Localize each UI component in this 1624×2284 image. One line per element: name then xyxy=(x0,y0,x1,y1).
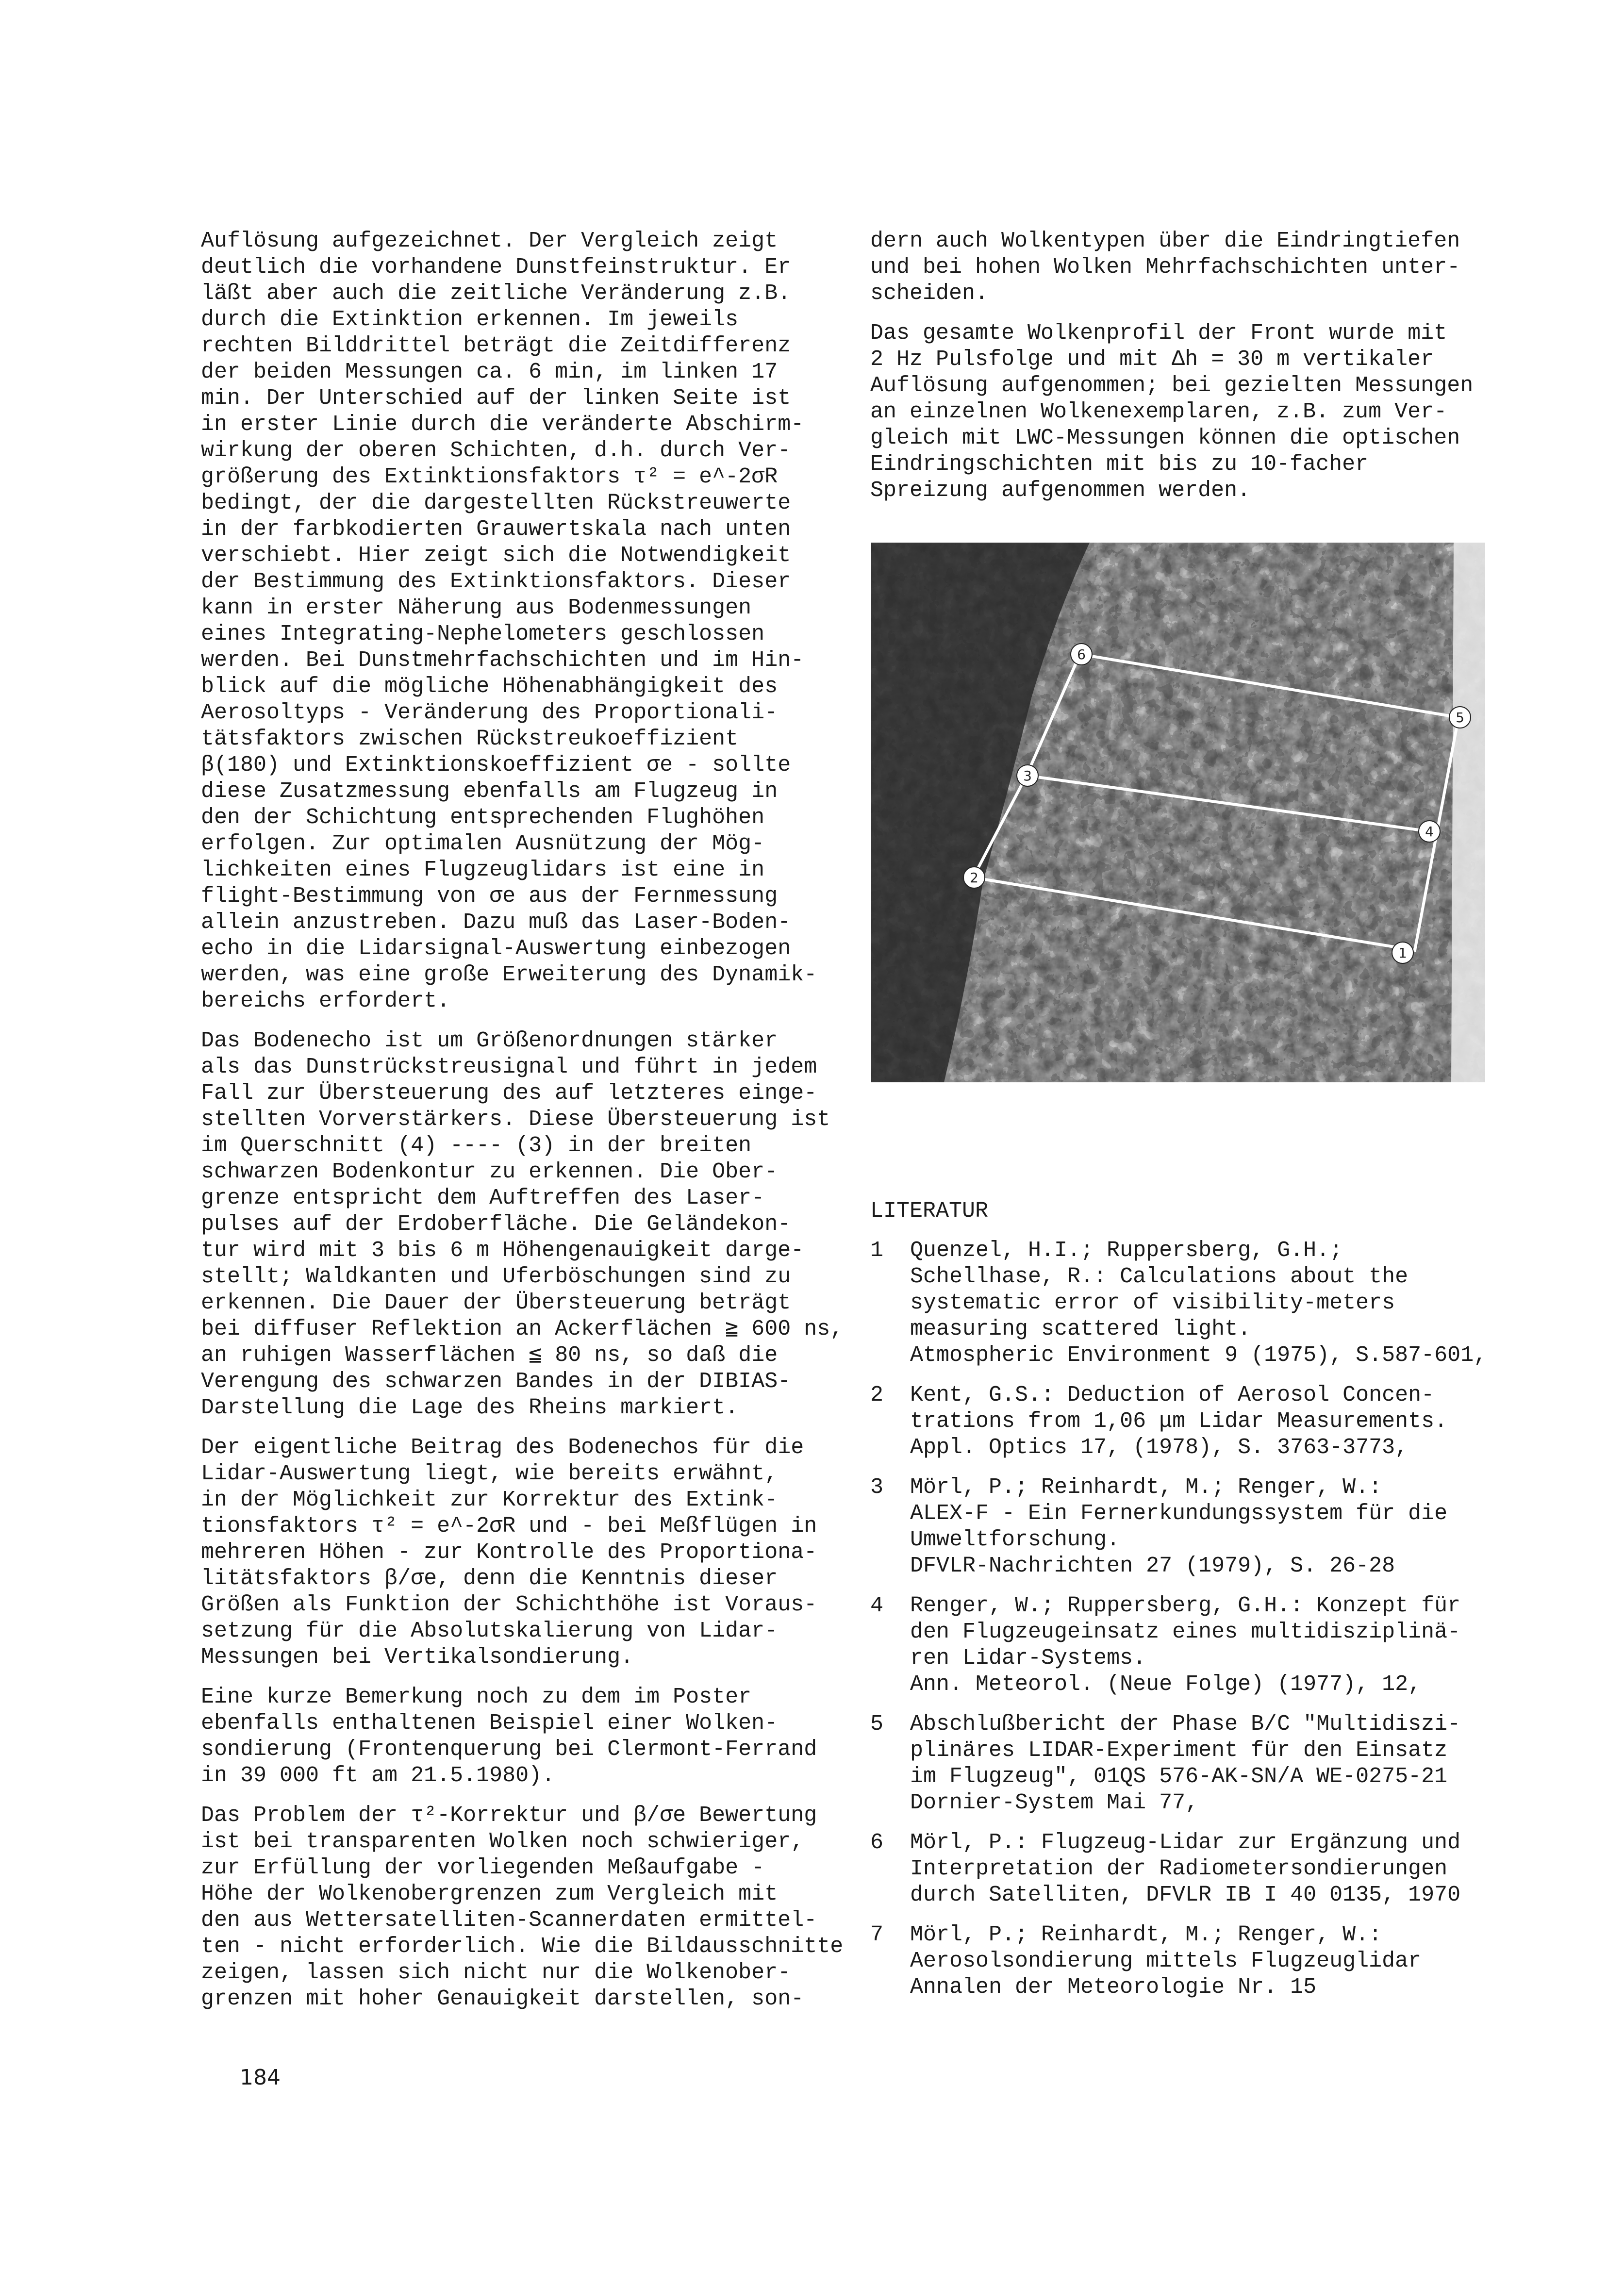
reference-number: 5 xyxy=(870,1712,884,1737)
reference-item xyxy=(870,1474,1501,1579)
reference-item xyxy=(870,1382,1501,1461)
reference-number: 7 xyxy=(870,1922,884,1947)
lidar-image-graphic xyxy=(871,543,1485,1082)
literature-heading: LITERATUR xyxy=(870,1199,989,1224)
paragraph: Das Bodenecho ist um Größenordnungen stärker als das Dunstrückstreusignal und führt in jedem Fall zur Übersteuerung des auf letzteres einge- stellten Vorverstärkers. Diese Übersteuerung ist im Querschnitt (4) ---- (3) in der breiten schwarzen Bodenkontur zu erkennen. Die Ober- grenze entspricht dem Auftreffen des Laser- pulses auf der Erdoberfläche. Die Geländekon- tur wird mit 3 bis 6 m Höhengenauigkeit darge- stellt; Waldkanten und Uferböschungen sind zu erkennen. Die Dauer der Übersteuerung beträgt bei diffuser Reflektion an Ackerflächen ≧ 600 ns, an ruhigen Wasserflächen ≦ 80 ns, so daß die Verengung des schwarzen Bandes in der DIBIAS- Darstellung die Lage des Rheins markiert. xyxy=(201,1028,844,1420)
paragraph: dern auch Wolkentypen über die Eindringtiefen und bei hohen Wolken Mehrfachschichten unter- scheiden. xyxy=(870,229,1460,306)
reference-item xyxy=(870,1711,1501,1816)
reference-number: 3 xyxy=(870,1475,884,1500)
marker-label: 5 xyxy=(1456,710,1464,726)
reference-text: Mörl, P.; Reinhardt, M.; Renger, W.: Aerosolsondierung mittels Flugzeuglidar Annalen der Meteorologie Nr. 15 xyxy=(910,1922,1422,2000)
reference-item xyxy=(870,1593,1501,1698)
paragraph: Eine kurze Bemerkung noch zu dem im Poster ebenfalls enthaltenen Beispiel einer Wolken- sondierung (Frontenquerung bei Clermont-Ferrand in 39 000 ft am 21.5.1980). xyxy=(201,1685,817,1788)
marker-label: 2 xyxy=(970,870,978,886)
right-column xyxy=(870,228,1496,517)
paragraph: Auflösung aufgezeichnet. Der Vergleich zeigt deutlich die vorhandene Dunstfeinstruktur. Er läßt aber auch die zeitliche Veränderung z.B. durch die Extinktion erkennen. Im jeweils rechten Bilddrittel beträgt die Zeitdifferenz der beiden Messungen ca. 6 min, im linken 17 min. Der Unterschied auf der linken Seite ist in erster Linie durch die veränderte Abschirm- wirkung der oberen Schichten, d.h. durch Ver- größerung des Extinktionsfaktors τ² = e^-2σR bedingt, der die dargestellten Rückstreuwerte in der farbkodierten Grauwertskala nach unten verschiebt. Hier zeigt sich die Notwendigkeit der Bestimmung des Extinktionsfaktors. Dieser kann in erster Näherung aus Bodenmessungen eines Integrating-Nephelometers geschlossen werden. Bei Dunstmehrfachschichten und im Hin- blick auf die mögliche Höhenabhängigkeit des Aerosoltyps - Veränderung des Proportionali- tätsfaktors zwischen Rückstreukoeffizient β(180) und Extinktionskoeffizient σe - sollte diese Zusatzmessung ebenfalls am Flugzeug in den der Schichtung entsprechenden Flughöhen erfolgen. Zur optimalen Ausnützung der Mög- lichkeiten eines Flugzeuglidars ist eine in flight-Bestimmung von σe aus der Fernmessung allein anzustreben. Dazu muß das Laser-Boden- echo in die Lidarsignal-Auswertung einbezogen werden, was eine große Erweiterung des Dynamik- bereichs erfordert. xyxy=(201,229,817,1013)
reference-number: 4 xyxy=(870,1593,884,1618)
left-column xyxy=(201,228,849,2026)
paragraph: Das gesamte Wolkenprofil der Front wurde mit 2 Hz Pulsfolge und mit Δh = 30 m vertikaler Auflösung aufgenommen; bei gezielten Messungen an einzelnen Wolkenexemplaren, z.B. zum Ver- gleich mit LWC-Messungen können die optischen Eindringschichten mit bis zu 10-facher Spreizung aufgenommen werden. xyxy=(870,321,1474,503)
reference-list xyxy=(870,1238,1501,2014)
reference-text: Kent, G.S.: Deduction of Aerosol Concen- trations from 1,06 μm Lidar Measurements. Appl. Optics 17, (1978), S. 3763-3773, xyxy=(910,1383,1448,1460)
reference-text: Quenzel, H.I.; Ruppersberg, G.H.; Schellhase, R.: Calculations about the systematic error of visibility-meters measuring scattered light. Atmospheric Environment 9 (1975), S.587-601, xyxy=(910,1238,1487,1368)
page-number: 184 xyxy=(240,2065,281,2090)
reference-text: Mörl, P.: Flugzeug-Lidar zur Ergänzung und Interpretation der Radiometersondierungen durch Satelliten, DFVLR IB I 40 0135, 1970 xyxy=(910,1830,1461,1907)
reference-number: 2 xyxy=(870,1383,884,1407)
lidar-image xyxy=(871,543,1485,1082)
reference-text: Mörl, P.; Reinhardt, M.; Renger, W.: ALEX-F - Ein Fernerkundungssystem für die Umweltforschung. DFVLR-Nachrichten 27 (1979), S. 26-28 xyxy=(910,1475,1448,1578)
reference-item xyxy=(870,1830,1501,1908)
reference-text: Renger, W.; Ruppersberg, G.H.: Konzept für den Flugzeugeinsatz eines multidisziplinä- ren Lidar-Systems. Ann. Meteorol. (Neue Folge) (1977), 12, xyxy=(910,1593,1461,1697)
light-edge xyxy=(1451,543,1485,1082)
reference-item xyxy=(870,1922,1501,2001)
marker-label: 4 xyxy=(1425,824,1434,840)
paragraph: Der eigentliche Beitrag des Bodenechos für die Lidar-Auswertung liegt, wie bereits erwähnt, in der Möglichkeit zur Korrektur des Extink- tionsfaktors τ² = e^-2σR und - bei Meßflügen in mehreren Höhen - zur Kontrolle des Proportiona- litätsfaktors β/σe, denn die Kenntnis dieser Größen als Funktion der Schichthöhe ist Voraus- setzung für die Absolutskalierung von Lidar- Messungen bei Vertikalsondierung. xyxy=(201,1435,817,1670)
paragraph: Das Problem der τ²-Korrektur und β/σe Bewertung ist bei transparenten Wolken noch schwieriger, zur Erfüllung der vorliegenden Meßaufgabe - Höhe der Wolkenobergrenzen zum Vergleich mit den aus Wettersatelliten-Scannerdaten ermittel- ten - nicht erforderlich. Wie die Bildausschnitte zeigen, lassen sich nicht nur die Wolkenober- grenzen mit hoher Genauigkeit darstellen, son- xyxy=(201,1803,844,2011)
marker-label: 1 xyxy=(1398,945,1407,961)
marker-label: 3 xyxy=(1023,768,1032,784)
reference-text: Abschlußbericht der Phase B/C "Multidiszi- plinäres LIDAR-Experiment für den Einsatz im Flugzeug", 01QS 576-AK-SN/A WE-0275-21 Dornier-System Mai 77, xyxy=(910,1712,1461,1815)
reference-number: 6 xyxy=(870,1830,884,1855)
reference-number: 1 xyxy=(870,1238,884,1263)
marker-label: 6 xyxy=(1077,646,1086,662)
reference-item xyxy=(870,1238,1501,1369)
